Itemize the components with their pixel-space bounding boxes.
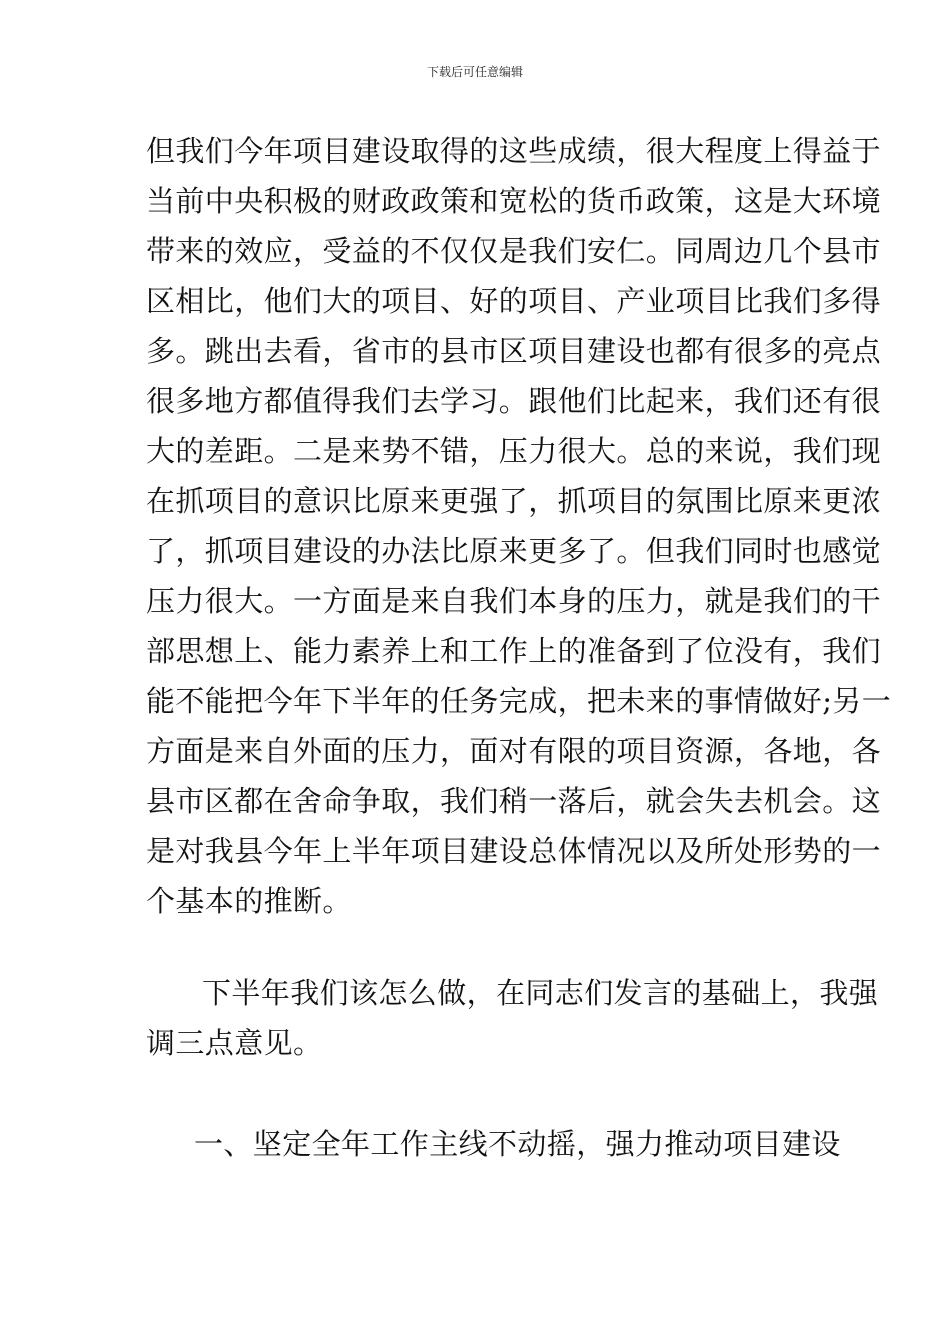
text-line: 是对我县今年上半年项目建设总体情况以及所处形势的一 [146, 834, 882, 868]
document-body [146, 126, 892, 1169]
text-line: 了，抓项目建设的办法比原来更多了。但我们同时也感觉 [146, 534, 882, 568]
text-line: 大的差距。二是来势不错，压力很大。总的来说，我们现 [146, 434, 882, 468]
text-line: 能不能把今年下半年的任务完成，把未来的事情做好;另一 [146, 684, 892, 718]
text-line: 压力很大。一方面是来自我们本身的压力，就是我们的干 [146, 584, 882, 618]
header-note: 下载后可任意编辑 [426, 65, 523, 79]
text-line: 带来的效应，受益的不仅仅是我们安仁。同周边几个县市 [146, 234, 882, 268]
section-heading-1 [146, 1119, 841, 1169]
paragraph-spacer [146, 926, 808, 968]
text-line: 个基本的推断。 [146, 884, 352, 918]
heading-text: 一、坚定全年工作主线不动摇，强力推动项目建设 [194, 1127, 841, 1161]
text-line: 但我们今年项目建设取得的这些成绩，很大程度上得益于 [146, 134, 882, 168]
paragraph-2 [146, 968, 879, 1068]
text-line: 区相比，他们大的项目、好的项目、产业项目比我们多得 [146, 284, 882, 318]
text-line: 方面是来自外面的压力，面对有限的项目资源，各地，各 [146, 734, 882, 768]
paragraph-1 [146, 126, 892, 926]
text-line: 当前中央积极的财政政策和宽松的货币政策，这是大环境 [146, 184, 882, 218]
text-line: 在抓项目的意识比原来更强了，抓项目的氛围比原来更浓 [146, 484, 882, 518]
text-line: 下半年我们该怎么做，在同志们发言的基础上，我强 [202, 976, 879, 1010]
text-line: 很多地方都值得我们去学习。跟他们比起来，我们还有很 [146, 384, 882, 418]
paragraph-spacer [146, 1068, 808, 1119]
text-line: 多。跳出去看，省市的县市区项目建设也都有很多的亮点 [146, 334, 882, 368]
text-line: 县市区都在舍命争取，我们稍一落后，就会失去机会。这 [146, 784, 882, 818]
text-line: 调三点意见。 [146, 1026, 323, 1060]
text-line: 部思想上、能力素养上和工作上的准备到了位没有，我们 [146, 634, 882, 668]
